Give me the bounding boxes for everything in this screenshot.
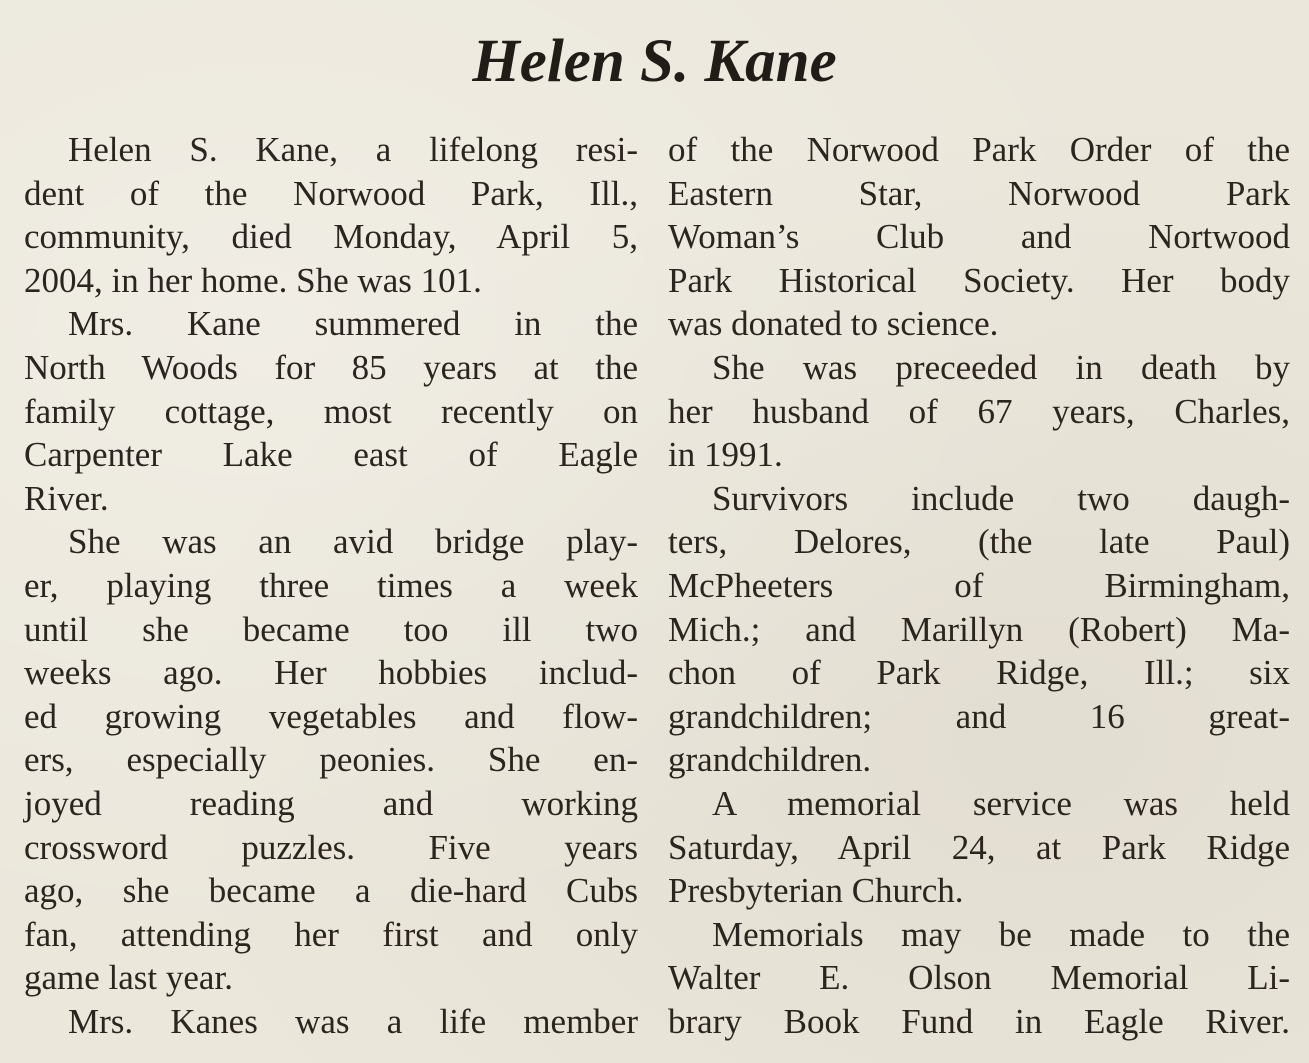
text-line: Mrs. Kanes was a life member: [68, 1001, 638, 1041]
text-line: Presbyterian Church.: [668, 871, 964, 911]
text-line: crossword puzzles. Five years: [24, 827, 638, 867]
text-line: family cottage, most recently on: [24, 391, 638, 431]
text-line: joyed reading and working: [24, 783, 638, 823]
text-line: She was preceeded in death by: [712, 347, 1290, 387]
text-line: weeks ago. Her hobbies includ-: [24, 653, 638, 693]
text-line: community, died Monday, April 5,: [24, 217, 638, 257]
text-column-right: [668, 128, 1290, 1043]
text-line: ters, Delores, (the late Paul): [668, 522, 1290, 562]
text-line: Woman’s Club and Nortwood: [668, 217, 1290, 257]
text-line: Walter E. Olson Memorial Li-: [668, 958, 1290, 998]
text-line: chon of Park Ridge, Ill.; six: [668, 653, 1290, 693]
text-line: in 1991.: [668, 435, 783, 475]
text-column-left: [24, 128, 638, 1043]
text-line: Carpenter Lake east of Eagle: [24, 435, 638, 475]
text-line: Saturday, April 24, at Park Ridge: [668, 827, 1290, 867]
text-line: er, playing three times a week: [24, 565, 638, 605]
text-line: grandchildren; and 16 great-: [668, 696, 1290, 736]
text-line: ers, especially peonies. She en-: [24, 740, 638, 780]
text-line: Survivors include two daugh-: [712, 478, 1290, 518]
text-line: ago, she became a die-hard Cubs: [24, 871, 638, 911]
text-line: Memorials may be made to the: [712, 914, 1290, 954]
text-line: Mrs. Kane summered in the: [68, 304, 638, 344]
text-line: 2004, in her home. She was 101.: [24, 260, 482, 300]
obituary-headline: Helen S. Kane: [472, 28, 837, 95]
text-line: until she became too ill two: [24, 609, 638, 649]
text-line: game last year.: [24, 958, 233, 998]
text-line: River.: [24, 478, 109, 518]
text-line: Helen S. Kane, a lifelong resi-: [68, 130, 638, 169]
text-line: A memorial service was held: [712, 783, 1290, 823]
text-line: her husband of 67 years, Charles,: [668, 391, 1290, 431]
text-line: North Woods for 85 years at the: [24, 347, 638, 387]
text-line: fan, attending her first and only: [24, 914, 638, 954]
text-line: was donated to science.: [668, 304, 999, 344]
text-line: dent of the Norwood Park, Ill.,: [24, 173, 638, 213]
text-line: of the Norwood Park Order of the: [668, 130, 1290, 169]
text-line: Eastern Star, Norwood Park: [668, 173, 1290, 213]
text-line: ed growing vegetables and flow-: [24, 696, 638, 736]
text-line: She was an avid bridge play-: [68, 522, 638, 562]
text-line: brary Book Fund in Eagle River.: [668, 1001, 1290, 1041]
text-line: McPheeters of Birmingham,: [668, 565, 1290, 605]
text-line: Park Historical Society. Her body: [668, 260, 1290, 300]
text-line: grandchildren.: [668, 740, 872, 780]
text-line: Mich.; and Marillyn (Robert) Ma-: [668, 609, 1290, 649]
